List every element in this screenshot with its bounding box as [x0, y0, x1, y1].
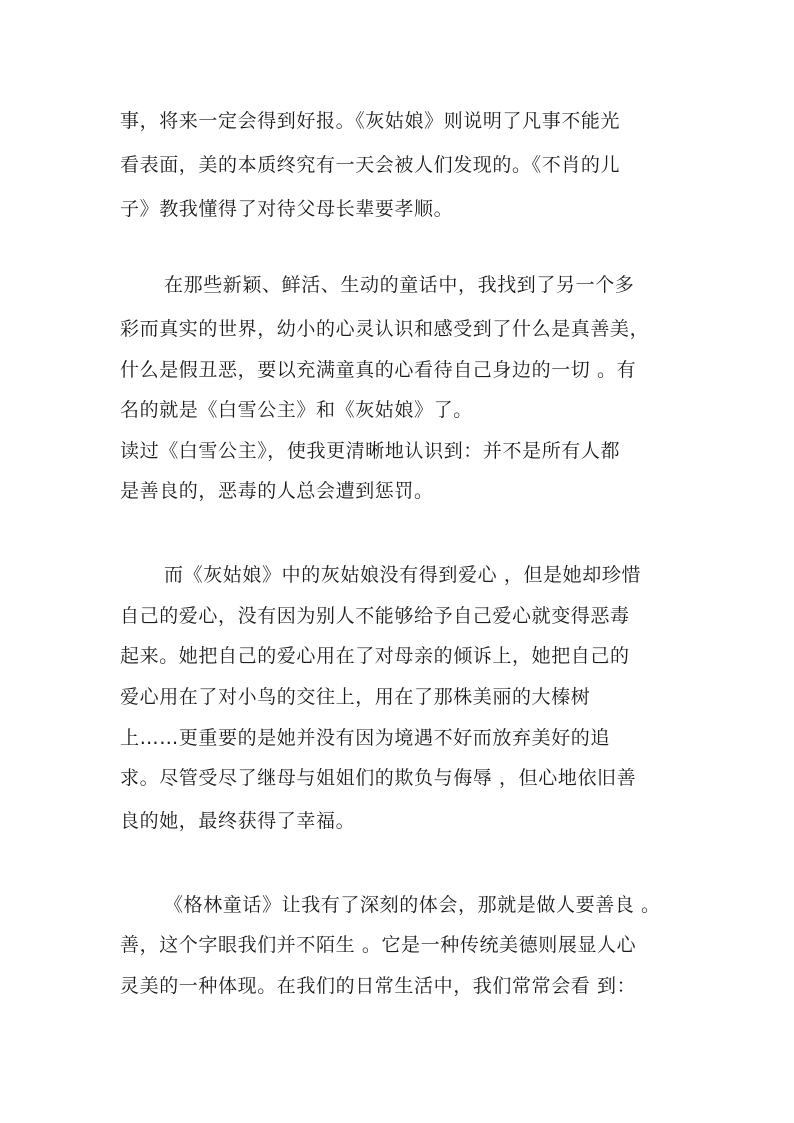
paragraph-3-line-2: 自己的爱心，没有因为别人不能够给予自己爱心就变得恶毒 [120, 605, 630, 627]
paragraph-4-line-2: 善，这个字眼我们并不陌生 。它是一种传统美德则展显人心 [120, 934, 637, 956]
paragraph-2-line-3: 什么是假丑恶，要以充满童真的心看待自己身边的一切 。有 [120, 359, 637, 381]
paragraph-3-line-7: 良的她，最终获得了幸福。 [120, 810, 356, 832]
paragraph-3-line-1: 而《灰姑娘》中的灰姑娘没有得到爱心 ，但是她却珍惜 [164, 564, 642, 586]
paragraph-3-line-6: 求。尽管受尽了继母与姐姐们的欺负与侮辱 ，但心地依旧善 [120, 767, 637, 789]
paragraph-2-line-2: 彩而真实的世界，幼小的心灵认识和感受到了什么是真善美， [120, 318, 650, 340]
paragraph-2-line-6: 是善良的，恶毒的人总会遭到惩罚。 [120, 480, 434, 502]
paragraph-4-line-1: 《格林童话》让我有了深刻的体会，那就是做人要善良 。 [164, 894, 661, 916]
paragraph-1-line-3: 子》教我懂得了对待父母长辈要孝顺。 [120, 198, 454, 220]
paragraph-2-line-5: 读过《白雪公主》，使我更清晰地认识到：并不是所有人都 [120, 440, 621, 462]
paragraph-1-line-1: 事，将来一定会得到好报。《灰姑娘》则说明了凡事不能光 [120, 110, 621, 132]
paragraph-2-line-4: 名的就是《白雪公主》和《灰姑娘》了。 [120, 399, 473, 421]
paragraph-3-line-3: 起来。她把自己的爱心用在了对母亲的倾诉上，她把自己的 [120, 645, 630, 667]
paragraph-2-line-1: 在那些新颖、鲜活、生动的童话中，我找到了另一个多 [164, 274, 635, 296]
paragraph-3-line-5: 上……更重要的是她并没有因为境遇不好而放弃美好的追 [120, 727, 611, 749]
paragraph-4-line-3: 灵美的一种体现。在我们的日常生活中，我们常常会看 到： [120, 975, 637, 997]
paragraph-3-line-4: 爱心用在了对小鸟的交往上，用在了那株美丽的大榛树 [120, 686, 591, 708]
paragraph-1-line-2: 看表面，美的本质终究有一天会被人们发现的。《不肖的儿 [120, 154, 621, 176]
